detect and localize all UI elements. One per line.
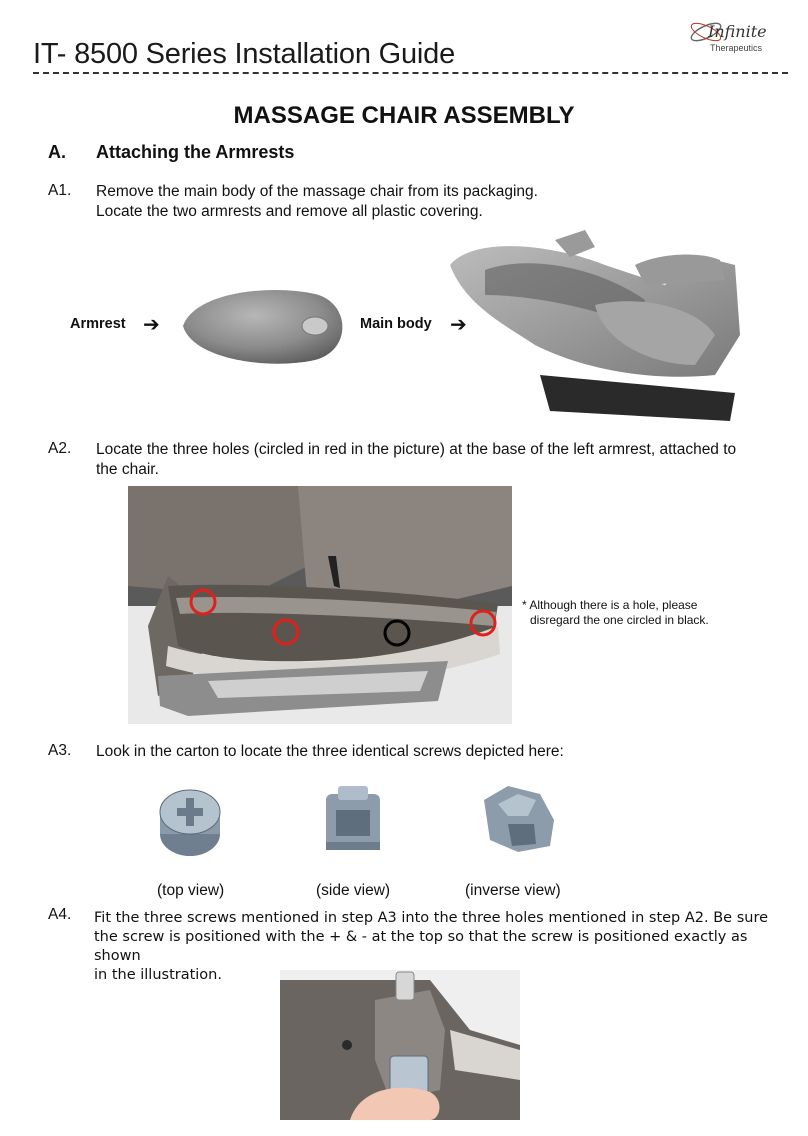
logo-subtitle: Therapeutics [710, 43, 763, 53]
header-divider [33, 72, 788, 74]
screw-installation-photo [280, 970, 520, 1120]
armrest-label: Armrest [70, 316, 126, 332]
caption-top-view: (top view) [157, 882, 225, 899]
armrest-image [175, 280, 355, 370]
armrest-arrow-icon: ➔ [143, 314, 160, 336]
step-a1-text [96, 182, 538, 222]
hole-note-line1: * Although there is a hole, please [522, 598, 698, 612]
step-a1-number: A1. [48, 182, 72, 199]
step-a4-line3: in the illustration. [94, 967, 222, 983]
logo-word: Infinite [708, 22, 767, 41]
brand-logo [688, 18, 780, 58]
caption-inverse-view: (inverse view) [465, 882, 561, 899]
caption-side-view: (side view) [316, 882, 391, 899]
step-a4-line2: the screw is positioned with the + & - at the top so that the screw is positioned exactly as shown [94, 929, 748, 964]
screw-side-view-image [318, 780, 388, 860]
hole-note-line2: disregard the one circled in black. [530, 613, 709, 627]
step-a3-number: A3. [48, 742, 72, 759]
screw-top-view-image [155, 782, 225, 862]
step-a2-text [96, 440, 736, 480]
screw-inverse-view-image [478, 780, 558, 860]
step-a2-line1: Locate the three holes (circled in red in the picture) at the base of the left armrest, attached to [96, 441, 737, 458]
step-a3-text: Look in the carton to locate the three identical screws depicted here: [96, 743, 564, 760]
page-header-title: IT- 8500 Series Installation Guide [33, 38, 455, 70]
step-a2-line2: the chair. [96, 461, 159, 478]
step-a1-line2: Locate the two armrests and remove all plastic covering. [96, 203, 483, 220]
step-a1-line1: Remove the main body of the massage chair from its packaging. [96, 183, 538, 200]
section-number: A. [48, 142, 66, 162]
step-a4-number: A4. [48, 906, 72, 923]
main-body-image [445, 225, 745, 425]
armrest-base-photo [128, 486, 512, 724]
main-body-arrow-icon: ➔ [450, 314, 467, 336]
step-a2-number: A2. [48, 440, 72, 457]
page-title: MASSAGE CHAIR ASSEMBLY [233, 102, 575, 129]
step-a4-line1: Fit the three screws mentioned in step A3 into the three holes mentioned in step A2. Be sure [94, 910, 769, 926]
hole-note [522, 598, 709, 628]
section-title: Attaching the Armrests [96, 142, 295, 162]
main-body-label: Main body [360, 316, 432, 332]
